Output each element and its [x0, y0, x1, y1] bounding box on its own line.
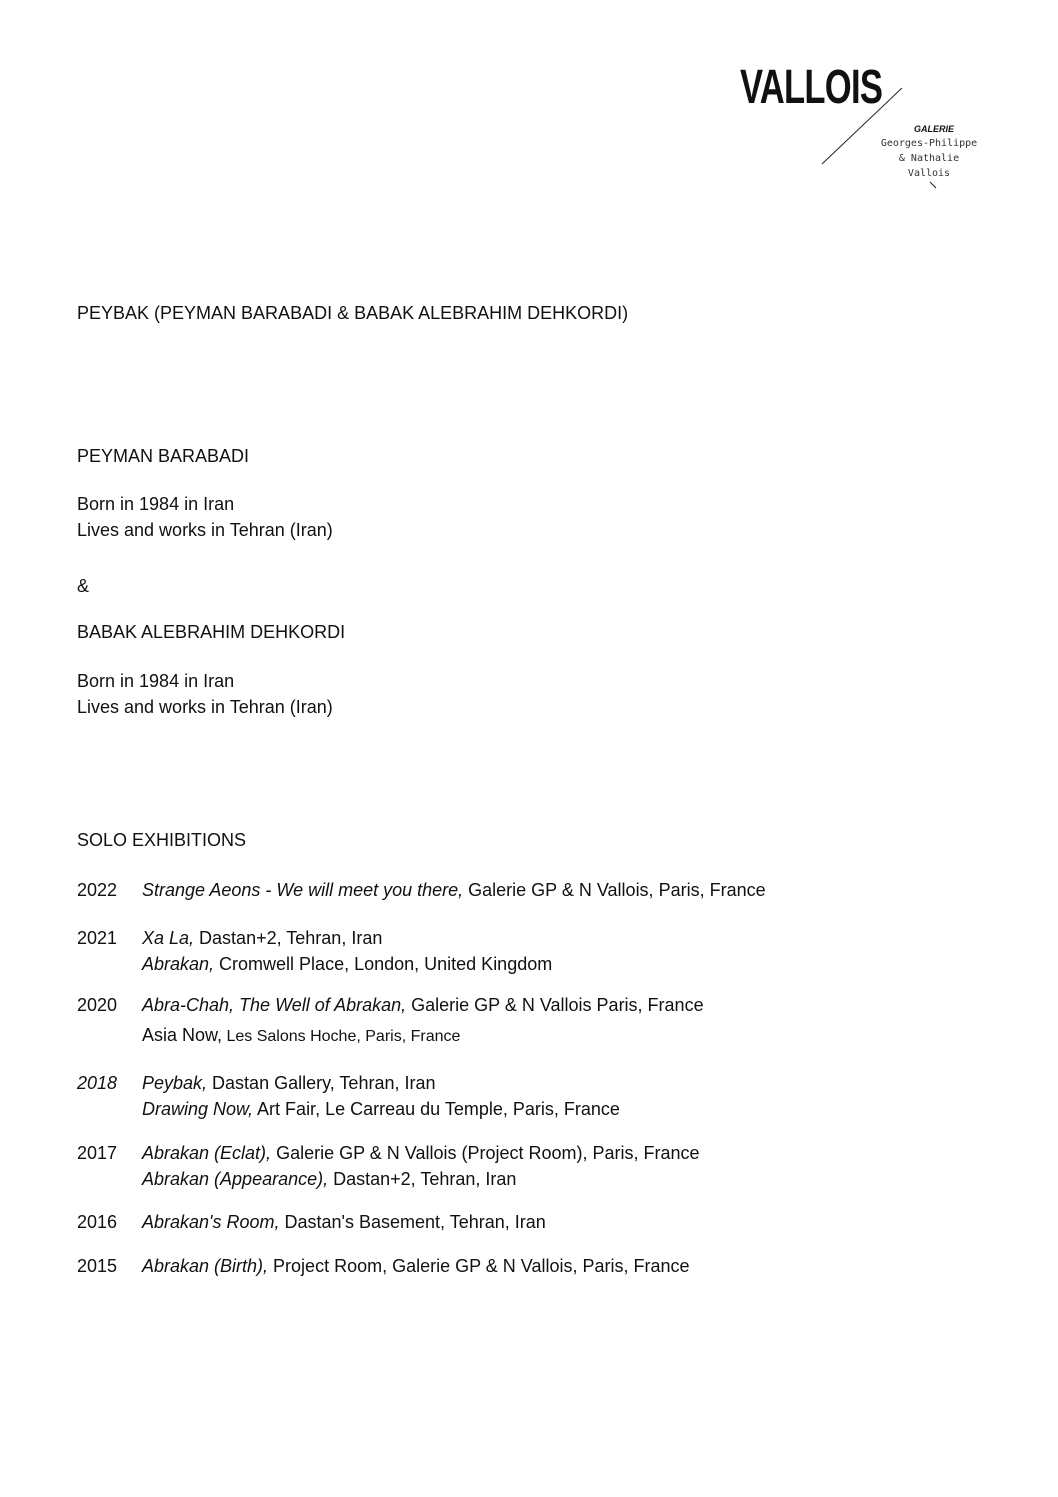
artist-name-1: PEYMAN BARABADI	[77, 446, 250, 466]
exhibition-year: 2017	[77, 1143, 118, 1163]
section-heading-solo-exhibitions: SOLO EXHIBITIONS	[77, 830, 247, 850]
ampersand: &	[77, 576, 90, 596]
exhibition-venue: Les Salons Hoche, Paris, France	[222, 1028, 461, 1045]
exhibition-venue: Art Fair, Le Carreau du Temple, Paris, France	[253, 1099, 620, 1119]
exhibition-venue: Dastan+2, Tehran, Iran	[194, 928, 383, 948]
exhibition-venue: Galerie GP & N Vallois (Project Room), Paris, France	[271, 1143, 700, 1163]
logo-name-line: & Nathalie	[898, 153, 960, 164]
exhibition-title: Abra-Chah, The Well of Abrakan,	[142, 995, 407, 1015]
artist-2-lives: Lives and works in Tehran (Iran)	[77, 697, 333, 717]
exhibition-venue: Cromwell Place, London, United Kingdom	[214, 954, 553, 974]
logo-name-line: Vallois	[907, 168, 951, 179]
logo-galerie-label: GALERIE	[914, 124, 955, 134]
exhibition-venue: Galerie GP & N Vallois, Paris, France	[463, 880, 766, 900]
artist-1-born: Born in 1984 in Iran	[77, 494, 235, 514]
exhibition-entry	[77, 925, 552, 977]
exhibition-year: 2022	[77, 880, 118, 900]
exhibition-title: Asia Now,	[142, 1025, 223, 1045]
exhibition-entry	[77, 992, 704, 1050]
exhibition-year: 2020	[77, 995, 118, 1015]
gallery-logo	[740, 61, 1000, 204]
exhibition-venue: Dastan's Basement, Tehran, Iran	[279, 1212, 546, 1232]
exhibition-entry	[77, 1209, 546, 1235]
exhibition-venue: Galerie GP & N Vallois Paris, France	[406, 995, 704, 1015]
exhibition-title: Peybak,	[142, 1073, 208, 1093]
logo-names	[870, 136, 988, 181]
exhibition-title: Xa La,	[142, 928, 195, 948]
artist-2-born: Born in 1984 in Iran	[77, 671, 235, 691]
exhibition-title: Drawing Now,	[142, 1099, 254, 1119]
exhibition-venue: Dastan Gallery, Tehran, Iran	[207, 1073, 436, 1093]
exhibition-title: Abrakan (Birth),	[142, 1256, 269, 1276]
exhibition-entry	[77, 1070, 620, 1122]
artist-name-2: BABAK ALEBRAHIM DEHKORDI	[77, 622, 346, 642]
artist-1-bio	[77, 491, 333, 543]
exhibition-title: Abrakan's Room,	[142, 1212, 280, 1232]
exhibition-year: 2018	[77, 1073, 118, 1093]
logo-wordmark: VALLOIS	[740, 61, 883, 114]
exhibition-year: 2015	[77, 1256, 118, 1276]
exhibition-venue: Dastan+2, Tehran, Iran	[328, 1169, 517, 1189]
exhibition-entry	[77, 1140, 700, 1192]
exhibition-year: 2021	[77, 928, 118, 948]
exhibition-title: Abrakan (Eclat),	[142, 1143, 272, 1163]
exhibition-entry	[77, 1253, 690, 1279]
exhibition-venue: Project Room, Galerie GP & N Vallois, Paris, France	[268, 1256, 690, 1276]
artist-2-bio	[77, 668, 333, 720]
exhibition-title: Abrakan,	[142, 954, 215, 974]
artist-1-lives: Lives and works in Tehran (Iran)	[77, 520, 333, 540]
exhibition-title: Abrakan (Appearance),	[142, 1169, 329, 1189]
logo-name-line: Georges-Philippe	[880, 138, 978, 149]
exhibition-entry	[77, 877, 766, 903]
exhibition-title: Strange Aeons - We will meet you there,	[142, 880, 464, 900]
exhibition-year: 2016	[77, 1212, 118, 1232]
document-title: PEYBAK (PEYMAN BARABADI & BABAK ALEBRAHIM DEHKORDI)	[77, 303, 629, 323]
logo-slash-lines	[740, 61, 1000, 204]
